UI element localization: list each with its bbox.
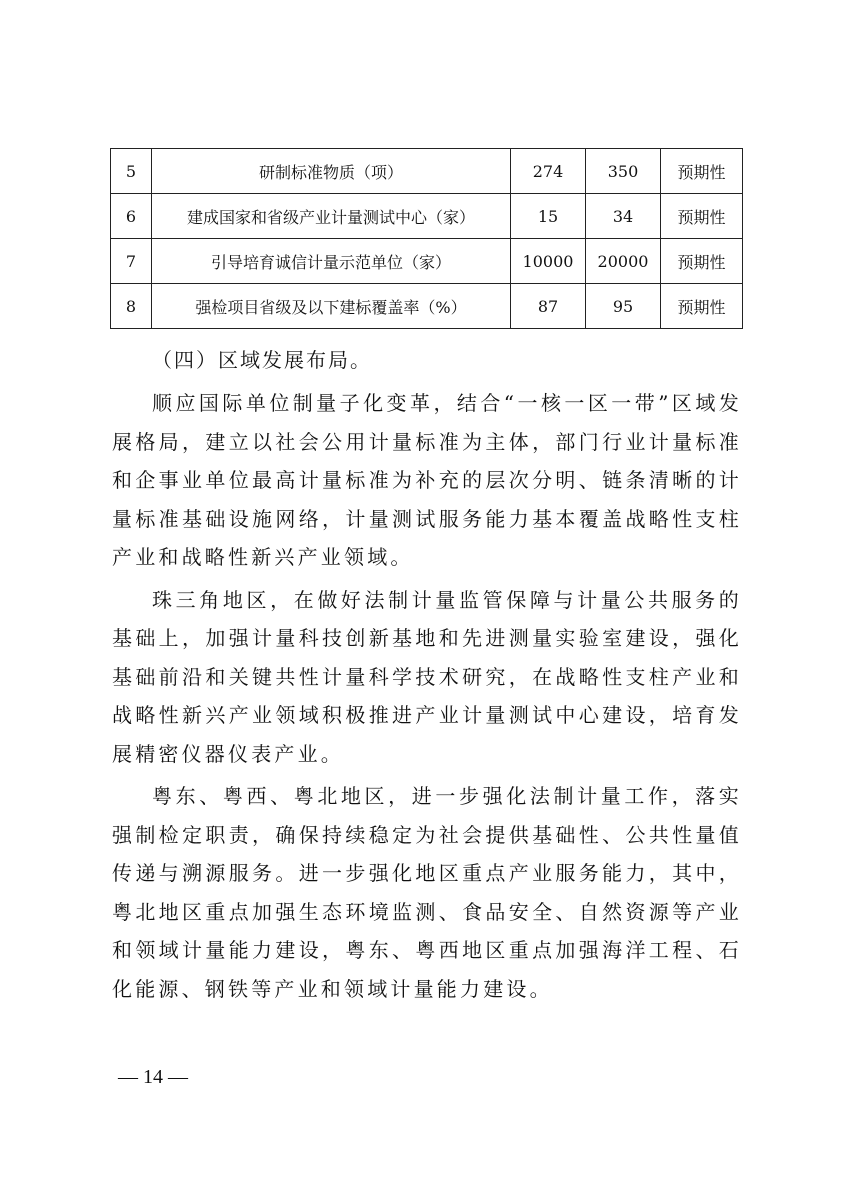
target-value: 20000	[586, 239, 661, 284]
indicator-name: 强检项目省级及以下建标覆盖率（%）	[152, 284, 511, 329]
target-value: 95	[586, 284, 661, 329]
target-value: 34	[586, 194, 661, 239]
baseline-value: 10000	[511, 239, 586, 284]
row-number: 5	[111, 149, 152, 194]
indicator-attribute: 预期性	[661, 239, 743, 284]
row-number: 8	[111, 284, 152, 329]
target-value: 350	[586, 149, 661, 194]
paragraph: 顺应国际单位制量子化变革，结合“一核一区一带”区域发展格局，建立以社会公用计量标准为主体，部门行业计量标准和企事业单位最高计量标准为补充的层次分明、链条清晰的计量标准基础设施网络，计量测试服务能力基本覆盖战略性支柱产业和战略性新兴产业领域。	[112, 391, 742, 569]
table-row	[111, 194, 743, 239]
row-number: 6	[111, 194, 152, 239]
indicator-name: 建成国家和省级产业计量测试中心（家）	[152, 194, 511, 239]
baseline-value: 274	[511, 149, 586, 194]
baseline-value: 15	[511, 194, 586, 239]
section-content	[112, 340, 742, 1012]
paragraph: 粤东、粤西、粤北地区，进一步强化法制计量工作，落实强制检定职责，确保持续稳定为社会提供基础性、公共性量值传递与溯源服务。进一步强化地区重点产业服务能力，其中，粤北地区重点加强生态环境监测、食品安全、自然资源等产业和领域计量能力建设，粤东、粤西地区重点加强海洋工程、石化能源、钢铁等产业和领域计量能力建设。	[112, 784, 742, 1001]
table-row	[111, 284, 743, 329]
page-number: — 14 —	[118, 1066, 188, 1088]
table-row	[111, 149, 743, 194]
indicator-name: 引导培育诚信计量示范单位（家）	[152, 239, 511, 284]
indicator-attribute: 预期性	[661, 194, 743, 239]
section-heading: （四）区域发展布局。	[152, 348, 372, 372]
paragraph: 珠三角地区，在做好法制计量监管保障与计量公共服务的基础上，加强计量科技创新基地和先进测量实验室建设，强化基础前沿和关键共性计量科学技术研究，在战略性支柱产业和战略性新兴产业领域积极推进产业计量测试中心建设，培育发展精密仪器仪表产业。	[112, 587, 742, 766]
indicator-table	[110, 148, 743, 329]
indicator-name: 研制标准物质（项）	[152, 149, 511, 194]
indicator-attribute: 预期性	[661, 149, 743, 194]
row-number: 7	[111, 239, 152, 284]
table-row	[111, 239, 743, 284]
indicator-attribute: 预期性	[661, 284, 743, 329]
baseline-value: 87	[511, 284, 586, 329]
